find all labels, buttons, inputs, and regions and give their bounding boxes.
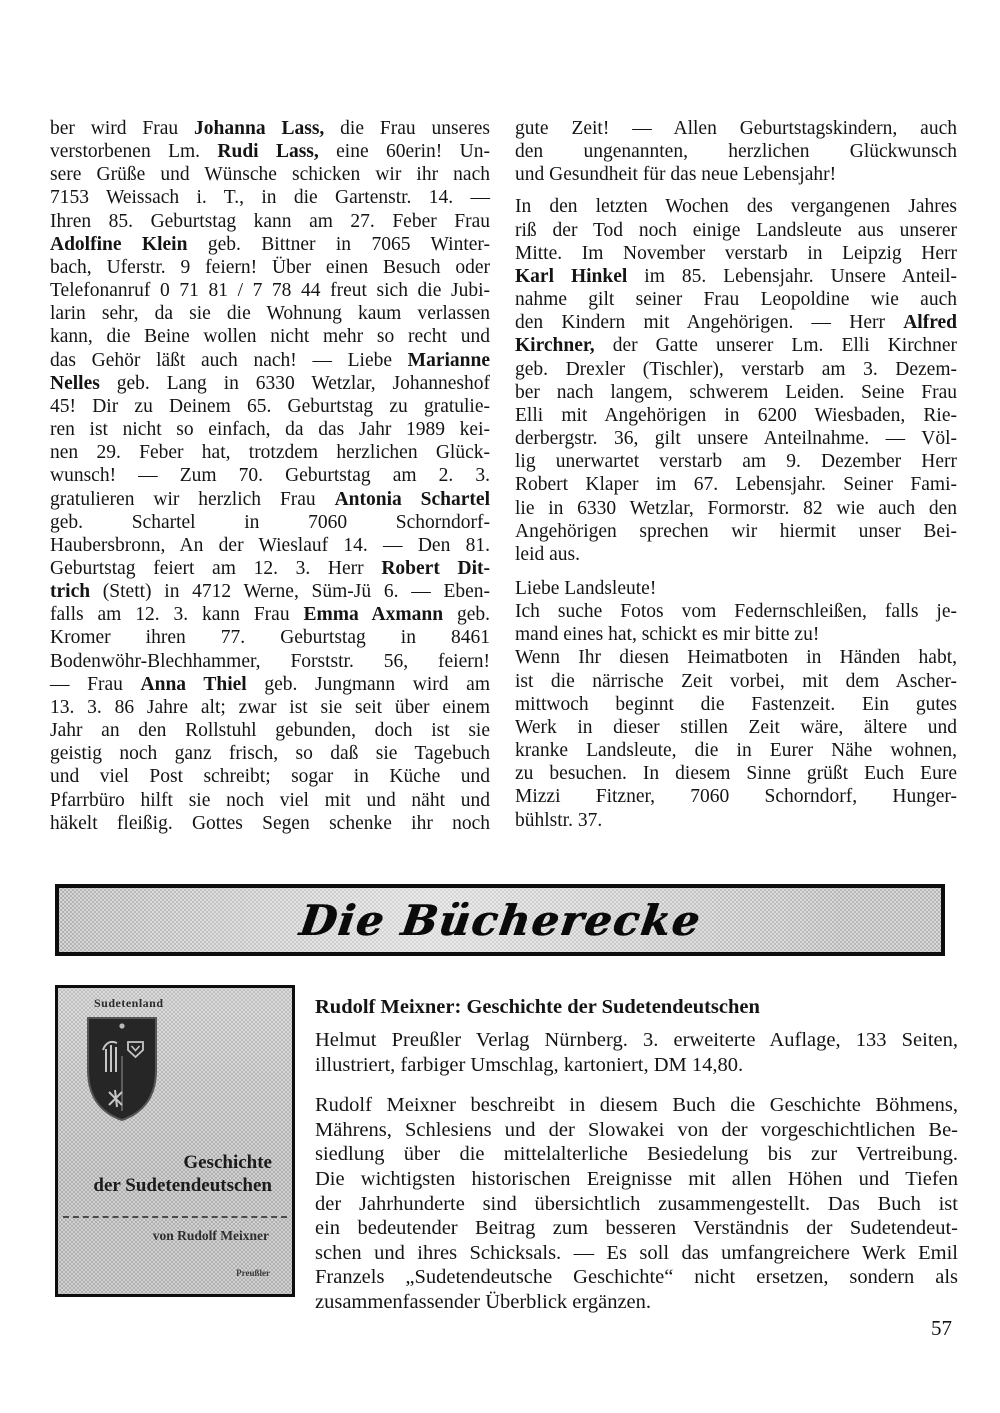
left-text-column [50,117,490,835]
text-line: kranke Landsleute, die in Eurer Nähe wohnen, [515,740,957,762]
review-body [315,1028,958,1315]
text-line: zu besuchen. In diesem Sinne grüßt Euch Eure [515,763,957,785]
sudetenland-coat-of-arms-icon [84,1014,160,1122]
text-line: Werk in dieser stillen Zeit wäre, ältere und [515,716,957,738]
text-line: Nelles geb. Lang in 6330 Wetzlar, Johanneshof [50,372,490,394]
text-line: Helmut Preußler Verlag Nürnberg. 3. erweiterte Auflage, 133 Seiten, [315,1029,958,1051]
text-line: den ungenannten, herzlichen Glückwunsch [515,141,957,163]
paragraph [515,195,957,566]
buecherecke-banner-title: Die Bücherecke [296,895,704,945]
book-cover-author: von Rudolf Meixner [152,1228,269,1243]
text-line: Angehörigen sprechen wir hiermit unser Bei- [515,520,957,542]
text-line: nen 29. Feber hat, trotzdem herzlichen Glück- [50,442,490,464]
text-line: 45! Dir zu Deinem 65. Geburtstag zu gratulie- [50,395,490,417]
text-line: Rudolf Meixner beschreibt in diesem Buch die Geschichte Böhmens, [315,1094,958,1117]
text-line: den Kindern mit Angehörigen. — Herr Alfred [515,312,957,334]
text-line: ber wird Frau Johanna Lass, die Frau unseres [50,118,490,139]
text-line: zusammenfassender Überblick ergänzen. [315,1290,652,1313]
book-cover-title [72,1151,272,1197]
text-line: Bodenwöhr-Blechhammer, Forststr. 56, feiern! [50,650,490,672]
text-line: In den letzten Wochen des vergangenen Jahres [515,196,957,218]
text-line: riß der Tod noch einige Landsleute aus unserer [515,219,957,241]
book-cover-title-line1: Geschichte [183,1152,272,1173]
book-cover-publisher: Preußler [236,1268,270,1278]
text-line: 7153 Weissach i. T., in die Gartenstr. 14. — [50,187,490,209]
text-line: Die wichtigsten historischen Ereignisse mit allen Höhen und Tiefen [315,1167,958,1190]
text-line: larin sehr, da sie die Wohnung kaum verlassen [50,303,490,325]
text-line: Jahr an den Rollstuhl gebunden, doch ist sie [50,720,490,742]
text-line: verstorbenen Lm. Rudi Lass, eine 60erin! Un- [50,141,490,163]
text-line: ist die närrische Zeit vorbei, mit dem Ascher- [515,670,957,692]
book-cover-divider [63,1216,287,1218]
text-line: Ich suche Fotos vom Federnschleißen, falls je- [515,601,957,623]
text-line: Liebe Landsleute! [515,577,657,599]
book-cover-region-label: Sudetenland [94,996,164,1010]
text-line: mittwoch beginnt die Fastenzeit. Ein gutes [515,693,957,715]
text-line: mand eines hat, schickt es mir bitte zu! [515,624,820,646]
paragraph [515,577,957,832]
text-line: Elli mit Angehörigen in 6200 Wiesbaden, Rie- [515,404,957,426]
text-line: ber nach langem, schwerem Leiden. Seine Frau [515,381,957,403]
text-line: geb. Drexler (Tischler), verstarb am 3. Dezem- [515,358,957,380]
text-line: das Gehör läßt auch nach! — Liebe Marianne [50,349,490,371]
text-line: Mährens, Schlesiens und der Slowakei von der vorgeschichtlichen Be- [315,1118,958,1141]
text-line: schen und ihres Schicksals. — Es soll das umfangreichere Werk Emil [315,1241,958,1264]
paragraph [315,1093,958,1314]
text-line: bach, Uferstr. 9 feiern! Über einen Besuch oder [50,256,490,278]
text-line: und viel Post schreibt; sogar in Küche und [50,766,490,788]
text-line: Haubersbronn, An der Wieslauf 14. — Den 81. [50,534,490,556]
text-line: illustriert, farbiger Umschlag, kartoniert, DM 14,80. [315,1053,744,1076]
text-line: lie in 6330 Wetzlar, Formorstr. 82 wie auch den [515,497,957,519]
text-line: bühlstr. 37. [515,809,603,831]
text-line: Robert Klaper im 67. Lebensjahr. Seiner Fami- [515,474,957,496]
book-cover-title-line2: der Sudetendeutschen [93,1175,272,1196]
text-line: Adolfine Klein geb. Bittner in 7065 Winter- [50,233,490,255]
text-line: wunsch! — Zum 70. Geburtstag am 2. 3. [50,465,490,487]
text-line: 13. 3. 86 Jahre alt; zwar ist sie seit über einem [50,696,490,718]
text-line: Ihren 85. Geburtstag kann am 27. Feber Frau [50,210,490,232]
text-line: — Frau Anna Thiel geb. Jungmann wird am [50,673,490,695]
text-line: Karl Hinkel im 85. Lebensjahr. Unsere Anteil- [515,265,957,287]
text-line: Mitte. Im November verstarb in Leipzig Herr [515,242,957,264]
text-line: kann, die Beine wollen nicht mehr so recht und [50,326,490,348]
text-line: derbergstr. 36, gilt unsere Anteilnahme. — Völ- [515,428,957,450]
text-line: sere Grüße und Wünsche schicken wir ihr nach [50,164,490,186]
text-line: Pfarrbüro hilft sie noch viel mit und näht und [50,789,490,811]
text-line: ren ist nicht so einfach, da das Jahr 1989 kei- [50,419,490,441]
text-line: der Jahrhunderte sind übersichtlich zusammengestellt. Das Buch ist [315,1192,958,1215]
text-line: trich (Stett) in 4712 Werne, Süm-Jü 6. — Eben- [50,581,490,603]
text-line: falls am 12. 3. kann Frau Emma Axmann geb. [50,604,491,626]
paragraph [50,117,490,835]
text-line: Geburtstag feiert am 12. 3. Herr Robert Dit- [50,557,490,579]
book-cover-image [55,985,295,1297]
text-line: Kirchner, der Gatte unserer Lm. Elli Kirchner [515,335,957,357]
text-line: geistig noch ganz frisch, so daß sie Tagebuch [50,743,490,765]
text-line: geb. Schartel in 7060 Schorndorf- [50,511,490,533]
text-line: nahme gilt seiner Frau Leopoldine wie auch [515,289,957,311]
text-line: Wenn Ihr diesen Heimatboten in Händen habt, [515,647,957,669]
text-line: häkelt fleißig. Gottes Segen schenke ihr noch [50,812,490,834]
text-line: und Gesundheit für das neue Lebensjahr! [515,164,837,186]
text-line: lig unerwartet verstarb am 9. Dezember Herr [515,451,957,473]
right-text-column [515,117,957,832]
text-line: leid aus. [515,543,580,565]
text-line: Telefonanruf 0 71 81 / 7 78 44 freut sich die Jubi- [50,280,490,302]
text-line: siedlung über die mittelalterliche Besiedelung bis zur Vertreibung. [315,1143,958,1166]
text-line: Franzels „Sudetendeutsche Geschichte“ nicht ersetzen, sondern als [315,1266,958,1289]
text-line: gratulieren wir herzlich Frau Antonia Schartel [50,488,490,510]
text-line: Kromer ihren 77. Geburtstag in 8461 [50,627,490,649]
text-line: Mizzi Fitzner, 7060 Schorndorf, Hunger- [515,786,957,808]
review-heading: Rudolf Meixner: Geschichte der Sudetendeutschen [315,996,760,1018]
buecherecke-banner [55,884,945,956]
text-line: gute Zeit! — Allen Geburtstagskindern, auch [515,118,957,139]
paragraph [315,1028,958,1077]
text-line: ein bedeutender Beitrag zum besseren Verständnis der Sudetendeut- [315,1217,958,1240]
page-number: 57 [931,1316,952,1340]
paragraph [515,117,957,186]
